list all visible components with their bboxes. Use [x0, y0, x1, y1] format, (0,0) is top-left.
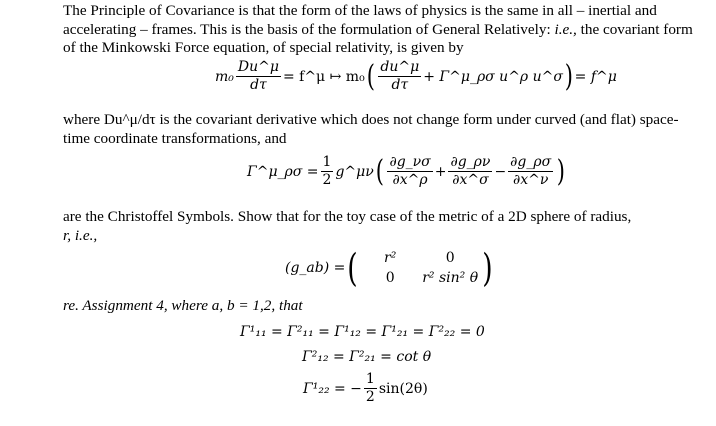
eq2-half — [321, 155, 334, 188]
eq1-covariant-derivative-fraction — [236, 60, 281, 93]
eq1-dtau-2: dτ — [391, 77, 409, 93]
eq1-du: du^μ — [380, 59, 420, 75]
intro-text: The Principle of Covariance is that the form of the laws of physics is the same in all – inertial and accelerating – frames. This is the basis of the formulation of General Relatively: — [63, 2, 657, 38]
metric-a11: r² — [384, 250, 397, 266]
eq2-metric-inverse: g^μν — [335, 163, 374, 180]
intro-ie: i.e., — [554, 20, 577, 38]
result-3-lhs: Γ¹₂₂ = − — [303, 380, 362, 397]
result-3-den: 2 — [365, 389, 375, 405]
eq2-lhs: Γ^μ_ρσ = — [247, 163, 319, 180]
intro-paragraph — [63, 2, 703, 58]
radius-text: r, i.e., — [63, 226, 98, 244]
eq2-term3-num: ∂g_ρσ — [510, 154, 552, 170]
eq2-term2-den: ∂x^σ — [452, 172, 489, 188]
result-1 — [240, 324, 485, 340]
result-3-num: 1 — [365, 371, 375, 387]
eq1-ordinary-derivative-fraction — [378, 60, 421, 93]
force-equation: m₀ $\frac{Du\^{}\mu}{d\tau}$ = f^μ ↦ m₀ ( $\frac{du\^{}\mu}{d\tau}$ + Γ^μ_ρσ u^ρ u^σ ) = f^μ — [215, 58, 617, 94]
result-2-text: Γ²₁₂ = Γ²₂₁ = cot θ — [302, 349, 432, 365]
sphere-metric: (g_ab) = ( r² 0 0 r² sin² θ ) — [285, 246, 493, 290]
eq1-rhs: = f^μ — [574, 68, 617, 85]
eq1-equals-f-maps: = f^μ ↦ m₀ — [282, 68, 365, 85]
result-3-rhs: sin(2θ) — [378, 380, 428, 397]
re-paragraph — [63, 297, 703, 316]
christoffel-definition: Γ^μ_ρσ = $\frac{1}{2}$ g^μν ( $\frac{\partial g\_\nu\sigma}{\partial x\^{}\rho}$ + $\frac{\partial g\_\rho\nu}{\partial x\^{}\sigma}$ − $\frac{\partial g\_\rho\sigma}{\partial x\^{}\nu}$ ) — [247, 153, 566, 189]
where-paragraph — [63, 111, 703, 148]
result-2 — [302, 349, 431, 365]
eq1-Du: Du^μ — [237, 59, 279, 75]
eq2-term1-den: ∂x^ρ — [392, 172, 428, 188]
eq2-term2-num: ∂g_ρν — [450, 154, 491, 170]
metric-a12: 0 — [445, 250, 455, 266]
result-3-half — [364, 372, 377, 405]
result-3 — [303, 372, 428, 405]
where-text: where Du^μ/dτ is the covariant derivative which does not change form under curved (and flat) space-time coordinate transformations, and — [63, 111, 679, 147]
metric-a22: r² sin² θ — [422, 270, 479, 286]
eq2-term1-num: ∂g_νσ — [389, 154, 431, 170]
eq2-half-num: 1 — [322, 154, 332, 170]
metric-lhs: (g_ab) = — [285, 260, 346, 276]
re-text: re. Assignment 4, where a, b = 1,2, that — [63, 297, 303, 314]
christoffel-paragraph — [63, 208, 703, 245]
eq1-gamma-term: + Γ^μ_ρσ u^ρ u^σ — [423, 68, 563, 85]
eq2-term3 — [508, 155, 553, 188]
intro-end-text: the covariant form of the Minkowski Force equation, of special relativity, is given by — [63, 20, 693, 56]
eq2-term2 — [448, 155, 492, 188]
eq1-m0: m₀ — [215, 68, 234, 85]
eq2-term1 — [387, 155, 432, 188]
result-1-text: Γ¹₁₁ = Γ²₁₁ = Γ¹₁₂ = Γ¹₂₁ = Γ²₂₂ = 0 — [240, 324, 485, 340]
eq2-term3-den: ∂x^ν — [512, 172, 549, 188]
eq2-half-den: 2 — [322, 172, 332, 188]
eq1-dtau: dτ — [250, 77, 267, 93]
metric-a21: 0 — [385, 270, 395, 286]
metric-matrix — [360, 248, 480, 288]
christoffel-text: are the Christoffel Symbols. Show that for the toy case of the metric of a 2D sphere of radius, — [63, 208, 632, 225]
